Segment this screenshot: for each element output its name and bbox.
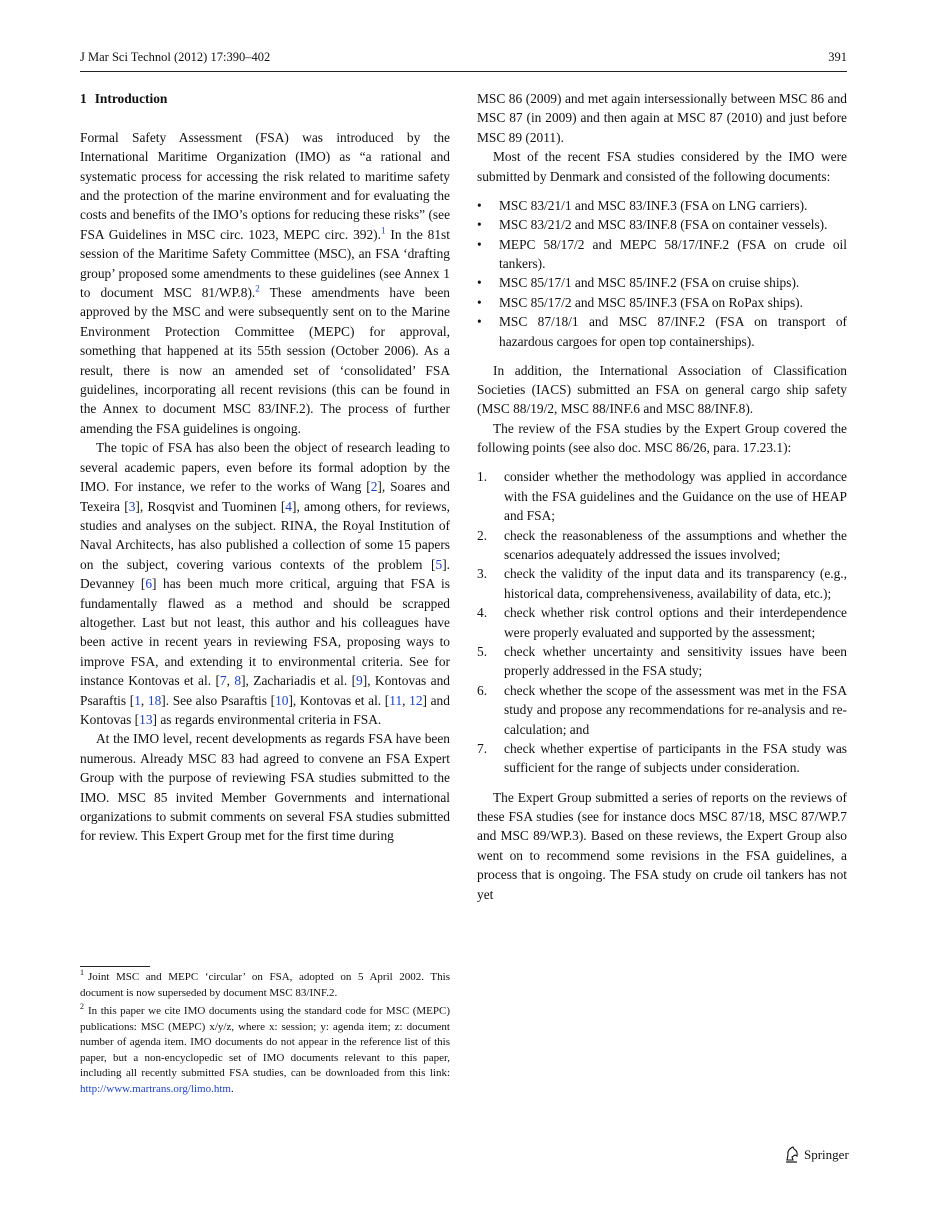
text-run: These amendments have been approved by the MSC and were subsequently sent on to the Marine Environment Protection Committee (MEPC) for approval, something that happened at its 55th session (October 2006). As a result, there is now an amended set of ‘consolidated’ FSA guidelines, incorporating all recent revisions (this can be found in the Annex to document MSC 83/INF.2). The process of further amending the FSA guidelines is ongoing. — [80, 285, 450, 436]
item-number: 4. — [477, 605, 488, 621]
paragraph — [477, 147, 847, 186]
text-run: ] as regards environmental criteria in FSA. — [152, 711, 382, 727]
text-run: The Expert Group submitted a series of reports on the reviews of these FSA studies (see for instance docs MSC 87/18, MSC 87/WP.7 and MSC 89/WP.3). Based on these reviews, the Expert Group also went on to recommend some revisions in the FSA guidelines, a process that is ongoing. The FSA study on crude oil tankers has not yet — [477, 789, 847, 902]
text-run: , — [402, 692, 410, 708]
running-header — [80, 50, 847, 65]
list-item — [477, 273, 847, 292]
header-rule — [80, 71, 847, 72]
citation-link[interactable]: 2 — [370, 479, 378, 495]
footnote-ref[interactable]: 1 — [380, 225, 386, 236]
left-column — [80, 89, 450, 846]
section-heading — [80, 89, 450, 108]
citation-link[interactable]: 13 — [139, 711, 153, 727]
limo-link[interactable]: http://www.martrans.org/limo.htm — [80, 1082, 231, 1095]
text-run: ], Soares and Texeira [ — [80, 479, 450, 514]
list-item-text: MSC 85/17/2 and MSC 85/INF.3 (FSA on RoPax ships). — [499, 294, 803, 310]
list-item — [477, 526, 847, 565]
item-number: 1. — [477, 469, 488, 485]
publisher-logo — [784, 1146, 849, 1164]
text-run: The topic of FSA has also been the object of research leading to several academic papers, even before its formal adoption by the IMO. For instance, we refer to the works of Wang [ — [80, 440, 450, 495]
list-item-text: check whether risk control options and their interdependence were properly evaluated and supported by the assessment; — [504, 605, 847, 640]
publisher-name: Springer — [804, 1147, 849, 1162]
text-run: ], Zachariadis et al. [ — [241, 673, 357, 689]
section-title: Introduction — [94, 91, 168, 106]
citation-link[interactable]: 12 — [409, 692, 423, 708]
item-number: 3. — [477, 566, 488, 582]
footnotes — [80, 970, 450, 1100]
list-item — [477, 235, 847, 274]
list-item-text: check whether the scope of the assessment was met in the FSA study and propose any recommendations for re-analysis and re-calculation; and — [504, 682, 847, 737]
list-item-text: MSC 87/18/1 and MSC 87/INF.2 (FSA on transport of hazardous cargoes for open top containerships). — [499, 314, 847, 349]
list-item-text: consider whether the methodology was applied in accordance with the FSA guidelines and the Guidance on the use of HEAP and FSA; — [504, 469, 847, 524]
text-run: ], among others, for reviews, studies and analyses on the subject. RINA, the Royal Institution of Naval Architects, has also published a collection of some 15 papers on the subject, covering various contexts of the problem [ — [80, 498, 450, 572]
paragraph — [80, 438, 450, 729]
list-item — [477, 564, 847, 603]
citation-link[interactable]: 1 — [134, 692, 141, 708]
citation-link[interactable]: 5 — [435, 556, 443, 572]
bullet-icon: • — [477, 314, 482, 330]
citation-link[interactable]: 11 — [389, 692, 403, 708]
list-item-text: check the reasonableness of the assumptions and whether the scenarios adequately addressed the issues involved; — [504, 527, 847, 562]
footnote-punct: . — [230, 1082, 234, 1095]
springer-horse-icon — [784, 1146, 800, 1164]
list-item-text: check whether expertise of participants in the FSA study was sufficient for the range of subjects under consideration. — [504, 741, 847, 776]
text-run: MSC 86 (2009) and met again intersessionally between MSC 86 and MSC 87 (in 2009) and then again at MSC 87 (2010) and just before MSC 89 (2011). — [477, 91, 847, 145]
bullet-icon: • — [477, 236, 482, 252]
list-item — [477, 681, 847, 739]
text-run: The review of the FSA studies by the Expert Group covered the following points (see also doc. MSC 86/26, para. 17.23.1): — [477, 420, 847, 456]
citation-link[interactable]: 6 — [145, 576, 153, 592]
citation-link[interactable]: 10 — [275, 692, 289, 708]
text-run: ], Rosqvist and Tuominen [ — [135, 498, 286, 514]
text-run: In the 81st session of the Maritime Safety Committee (MSC), an FSA ‘drafting group’ proposed some amendments to these guidelines (see Annex 1 to document MSC 81/WP.8). — [80, 226, 450, 301]
item-number: 7. — [477, 741, 488, 757]
list-item — [477, 196, 847, 215]
paragraph — [477, 89, 847, 147]
bullet-icon: • — [477, 294, 482, 310]
text-run: ], Kontovas et al. [ — [288, 692, 390, 708]
citation-link[interactable]: 9 — [356, 673, 363, 689]
text-run: ] and Kontovas [ — [80, 692, 450, 727]
text-run: Most of the recent FSA studies considered by the IMO were submitted by Denmark and consisted of the following documents: — [477, 149, 847, 184]
text-run: , — [226, 673, 235, 689]
item-number: 6. — [477, 682, 488, 698]
paragraph — [477, 788, 847, 904]
footnote-rule — [80, 966, 150, 967]
text-run: ] has been much more critical, arguing that FSA is fundamentally flawed as a method and should be scrapped altogether. Last but not least, this author and his colleagues have been active in recent years in reviewing FSA, proposing ways to improve FSA, and extending it to environmental criteria. See for instance Kontovas et al. [ — [80, 576, 450, 689]
list-item — [477, 293, 847, 312]
list-item-text: check the validity of the input data and its transparency (e.g., historical data, comprehensiveness, availability of data, etc.); — [504, 566, 847, 601]
list-item — [477, 739, 847, 778]
section-number: 1 — [80, 91, 87, 106]
text-run: In addition, the International Association of Classification Societies (IACS) submitted an FSA on general cargo ship safety (MSC 88/19/2, MSC 88/INF.6 and MSC 88/INF.8). — [477, 362, 847, 417]
list-item-text: check whether uncertainty and sensitivity issues have been properly addressed in the FSA study; — [504, 644, 847, 679]
footnote-2 — [80, 1004, 450, 1097]
list-item — [477, 603, 847, 642]
list-item — [477, 312, 847, 351]
text-run: ], Kontovas and Psaraftis [ — [80, 673, 450, 708]
right-column — [477, 89, 847, 904]
citation-link[interactable]: 3 — [128, 498, 136, 514]
list-item — [477, 467, 847, 525]
citation-link[interactable]: 8 — [234, 673, 242, 689]
paragraph — [477, 419, 847, 458]
footnote-text: Joint MSC and MEPC ‘circular’ on FSA, adopted on 5 April 2002. This document is now superseded by document MSC 83/INF.2. — [80, 971, 450, 999]
item-number: 5. — [477, 644, 488, 660]
footnote-1 — [80, 970, 450, 1001]
text-run: ]. See also Psaraftis [ — [161, 692, 276, 708]
list-item-text: MSC 85/17/1 and MSC 85/INF.2 (FSA on cruise ships). — [499, 275, 800, 291]
list-item-text: MSC 83/21/2 and MSC 83/INF.8 (FSA on container vessels). — [499, 217, 828, 233]
bullet-icon: • — [477, 275, 482, 291]
text-run: ]. Devanney [ — [80, 556, 450, 592]
paragraph — [80, 128, 450, 439]
paragraph — [80, 729, 450, 845]
text-run: Formal Safety Assessment (FSA) was introduced by the International Maritime Organization (IMO) as “a rational and systematic process for accessing the risk related to maritime safety and the protection of the marine environment and for evaluating the costs and benefits of the IMO’s options for reducing these risks” (see FSA Guidelines in MSC circ. 1023, MEPC circ. 392). — [80, 129, 451, 242]
citation-link[interactable]: 18 — [147, 692, 162, 708]
list-item — [477, 642, 847, 681]
text-run: At the IMO level, recent developments as regards FSA have been numerous. Already MSC 83 had agreed to convene an FSA Expert Group with the purpose of reviewing FSA studies submitted to the IMO. MSC 85 invited Member Governments and international organizations to submit comments on several FSA studies submitted for review. This Expert Group met for the first time during — [80, 731, 450, 844]
bullet-icon: • — [477, 217, 482, 233]
footnote-marker: 1 — [80, 968, 84, 978]
list-item-text: MEPC 58/17/2 and MEPC 58/17/INF.2 (FSA on crude oil tankers). — [499, 236, 847, 271]
journal-citation: J Mar Sci Technol (2012) 17:390–402 — [80, 50, 271, 64]
citation-link[interactable]: 4 — [285, 498, 292, 514]
list-item-text: MSC 83/21/1 and MSC 83/INF.3 (FSA on LNG carriers). — [499, 197, 808, 213]
bullet-icon: • — [477, 197, 482, 213]
fsa-studies-list — [477, 196, 847, 351]
item-number: 2. — [477, 527, 488, 543]
footnote-ref[interactable]: 2 — [255, 283, 260, 294]
review-points-list — [477, 467, 847, 778]
list-item — [477, 215, 847, 234]
footnote-text: In this paper we cite IMO documents using the standard code for MSC (MEPC) publications: MSC (MEPC) x/y/z, where x: session; y: agenda item; z: document number of agenda item. IMO documents do not appear in the reference list of this paper, but a non-encyclopedic set of IMO documents relevant to this paper, including all recently submitted FSA studies, can be downloaded from this link: — [80, 1005, 450, 1079]
text-run: , — [140, 692, 148, 708]
paragraph — [477, 361, 847, 419]
footnote-marker: 2 — [80, 1002, 84, 1012]
citation-link[interactable]: 7 — [219, 673, 227, 689]
page-number: 391 — [828, 50, 847, 64]
